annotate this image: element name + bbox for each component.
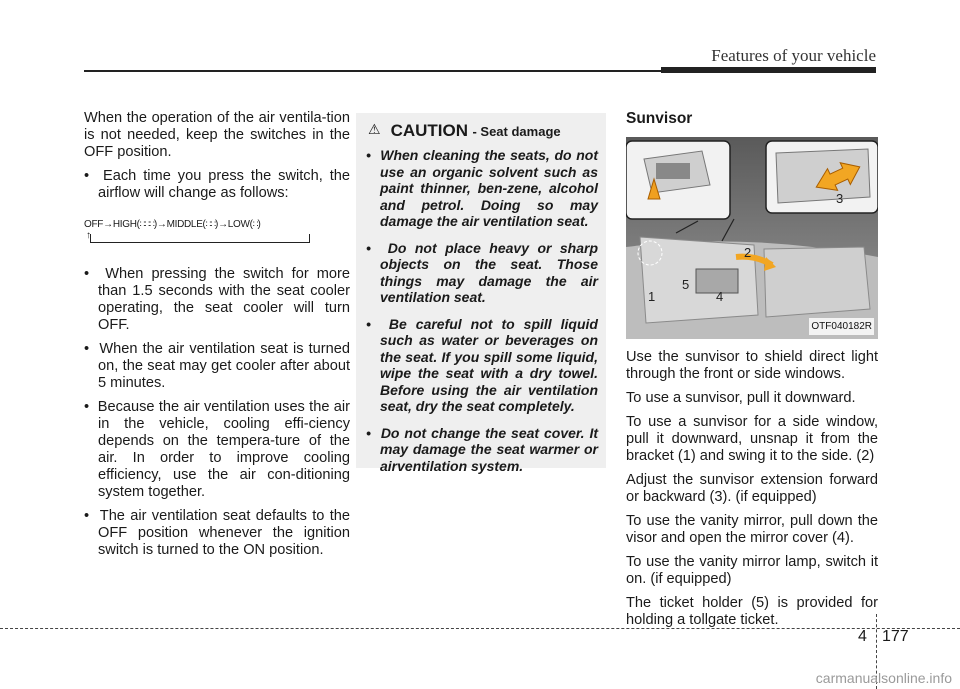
caution-title: CAUTION — [390, 121, 469, 140]
sunvisor-extension — [764, 247, 870, 317]
caution-item: • Be careful not to spill liquid such as water or beverages on the seat. If you spill some liquid, wipe the seat with a dry towel. Before using the air ventilation seat, dry the seat completely. — [366, 316, 598, 415]
callout-1: 1 — [648, 289, 656, 304]
caution-item: • Do not change the seat cover. It may damage the seat warmer or airventilation system. — [366, 425, 598, 475]
airflow-close: ) — [257, 219, 261, 230]
chapter-number: 4 — [858, 628, 867, 645]
caution-heading — [368, 121, 561, 141]
airflow-off: OFF — [84, 219, 104, 230]
bullet-item: • When the air ventilation seat is turned on, the seat may get cooler after about 5 minutes. — [84, 341, 350, 392]
sunvisor-paragraph: To use the vanity mirror, pull down the visor and open the mirror cover (4). — [626, 513, 878, 546]
caution-subtitle: - Seat damage — [472, 124, 561, 139]
caution-item: • When cleaning the seats, do not use an organic solvent such as paint thinner, ben-zene, alcohol and petrol. Doing so may damage the air ventilation seat. — [366, 147, 598, 230]
sunvisor-paragraph: The ticket holder (5) is provided for holding a tollgate ticket. — [626, 595, 878, 628]
airflow-middle: MIDDLE( — [166, 219, 206, 230]
sunvisor-paragraph: Adjust the sunvisor extension forward or backward (3). (if equipped) — [626, 472, 878, 505]
airflow-low: LOW( — [227, 219, 253, 230]
airflow-high: HIGH( — [112, 219, 140, 230]
airflow-arrow: → — [218, 219, 228, 230]
section-title: Sunvisor — [626, 110, 693, 127]
lamp-switch — [656, 163, 690, 179]
caution-item: • Do not place heavy or sharp objects on the seat. Those things may damage the air ventilation seat. — [366, 240, 598, 306]
airflow-arrow: → — [156, 219, 167, 230]
caution-list — [366, 147, 598, 484]
airflow-sequence — [84, 216, 350, 250]
right-column — [626, 110, 878, 636]
bullet-item: • When pressing the switch for more than 1.5 seconds with the seat cooler operating, the seat cooler will turn OFF. — [84, 266, 350, 334]
sunvisor-paragraph: To use a sunvisor, pull it downward. — [626, 390, 856, 406]
left-column — [84, 110, 350, 566]
sunvisor-paragraph: To use the vanity mirror lamp, switch it on. (if equipped) — [626, 554, 878, 587]
airflow-close: ) — [153, 219, 157, 230]
header-rule-accent — [661, 67, 876, 73]
fan-icon-2: ∷∷ — [205, 219, 216, 229]
airflow-close: ) — [215, 219, 219, 230]
fan-icon-1: ∷ — [252, 219, 258, 229]
footer-rule — [0, 628, 960, 629]
page-number: 177 — [882, 628, 909, 645]
callout-3: 3 — [836, 191, 844, 206]
bullet-item: • Because the air ventilation uses the air in the vehicle, cooling effi-ciency depends on the tempera-ture of the air. In order to improve cooling efficiency, use the air con-ditioning system together. — [84, 399, 350, 501]
warning-triangle-icon: ⚠ — [368, 121, 381, 137]
caution-box — [356, 113, 606, 474]
airflow-arrow: → — [103, 219, 113, 230]
header-rule — [84, 70, 876, 72]
watermark-link[interactable]: carmanualsonline.info — [815, 670, 952, 686]
up-arrow-icon: ↑ — [86, 230, 91, 241]
header-title: Features of your vehicle — [711, 46, 876, 65]
sunvisor-illustration — [626, 137, 878, 339]
sunvisor-figure — [626, 137, 878, 339]
bullet-press: • Each time you press the switch, the airflow will change as follows: — [84, 168, 350, 202]
fan-icon-3: ∷∷∷ — [139, 219, 154, 229]
figure-code: OTF040182R — [809, 318, 874, 335]
airflow-return-line — [90, 234, 310, 243]
sunvisor-paragraph: To use a sunvisor for a side window, pull it downward, unsnap it from the bracket (1) and swing it to the side. (2) — [626, 414, 878, 464]
callout-5: 5 — [682, 277, 690, 292]
intro-paragraph: When the operation of the air ventila-tion is not needed, keep the switches in the OFF position. — [84, 110, 350, 160]
airflow-steps — [84, 216, 260, 233]
callout-4: 4 — [716, 289, 724, 304]
callout-2: 2 — [744, 245, 752, 260]
sunvisor-paragraph: Use the sunvisor to shield direct light through the front or side windows. — [626, 349, 878, 382]
bullet-item: • The air ventilation seat defaults to the OFF position whenever the ignition switch is turned to the ON position. — [84, 508, 350, 559]
